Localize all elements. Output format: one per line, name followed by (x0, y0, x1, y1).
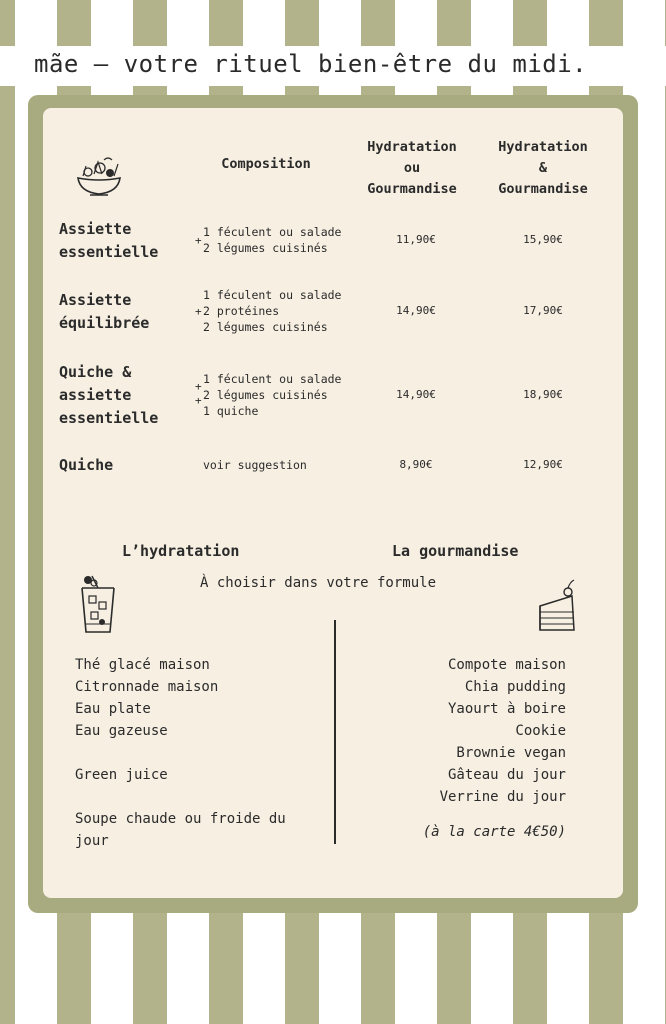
formula-subtitle: À choisir dans votre formule (200, 575, 437, 591)
price-2: 15,90€ (523, 233, 563, 246)
list-item: Eau plate (75, 701, 151, 717)
price-col2-header (484, 137, 602, 200)
list-item: jour (75, 833, 109, 849)
row-composition (203, 224, 341, 256)
row-composition (203, 457, 307, 473)
col1-line: ou (403, 160, 421, 176)
col1-line: Hydratation (367, 139, 457, 155)
composition-line: 1 féculent ou salade (203, 372, 342, 386)
list-item: Brownie vegan (456, 745, 566, 761)
price-1: 8,90€ (399, 458, 433, 471)
hydration-list (75, 654, 325, 852)
price-2: 17,90€ (523, 304, 563, 317)
headline-text: mãe — votre rituel bien-être du midi. (34, 50, 588, 78)
composition-header: Composition (221, 156, 311, 172)
gourmandise-title: La gourmandise (392, 542, 519, 560)
price-1: 11,90€ (396, 233, 436, 246)
row-name-line: Assiette (59, 220, 132, 238)
composition-line: 2 légumes cuisinés (203, 320, 328, 334)
row-name-line: Quiche (59, 456, 114, 474)
hydration-title: L’hydratation (122, 542, 240, 560)
cake-slice-icon (538, 578, 578, 634)
list-gap (75, 786, 325, 808)
composition-line: 1 féculent ou salade (203, 225, 342, 239)
list-gap (75, 742, 325, 764)
composition-line: 2 protéines (203, 304, 280, 318)
list-item: Green juice (75, 767, 168, 783)
headline-band (0, 46, 666, 86)
composition-line: 2 légumes cuisinés (203, 388, 328, 402)
list-item: Cookie (515, 723, 566, 739)
price-2: 12,90€ (523, 458, 563, 471)
price-1: 14,90€ (396, 388, 436, 401)
list-item: Thé glacé maison (75, 657, 210, 673)
col2-line: Hydratation (498, 139, 588, 155)
list-item: Citronnade maison (75, 679, 219, 695)
iced-drink-icon (78, 574, 118, 636)
composition-line: 1 féculent ou salade (203, 288, 342, 302)
plus-mark: + (195, 234, 202, 247)
column-divider (334, 620, 336, 844)
row-name-line: Quiche & (59, 363, 132, 381)
list-item: Soupe chaude ou froide du (75, 811, 286, 827)
price-1: 14,90€ (396, 304, 436, 317)
row-composition (203, 371, 341, 419)
composition-line: 1 quiche (203, 404, 259, 418)
row-name (59, 361, 158, 430)
list-item: Verrine du jour (439, 789, 566, 805)
list-item: Yaourt à boire (447, 701, 566, 717)
plus-mark: + (195, 380, 202, 393)
row-name (59, 454, 113, 477)
list-item: Chia pudding (464, 679, 566, 695)
col2-line: Gourmandise (498, 181, 588, 197)
price-col1-header (356, 137, 468, 200)
plus-mark: + (195, 305, 202, 318)
row-name-line: assiette (59, 386, 132, 404)
salad-bowl-icon (74, 154, 124, 200)
price-2: 18,90€ (523, 388, 563, 401)
composition-line: 2 légumes cuisinés (203, 241, 328, 255)
row-name (59, 218, 158, 264)
list-item: Eau gazeuse (75, 723, 168, 739)
row-composition (203, 287, 341, 335)
row-name (59, 289, 149, 335)
row-name-line: essentielle (59, 409, 159, 427)
plus-mark: + (195, 394, 202, 407)
a-la-carte-note: (à la carte 4€50) (422, 824, 566, 840)
col2-line: & (538, 160, 548, 176)
row-name-line: équilibrée (59, 314, 150, 332)
gourmandise-list (345, 654, 566, 808)
list-item: Compote maison (447, 657, 566, 673)
list-item: Gâteau du jour (447, 767, 566, 783)
col1-line: Gourmandise (367, 181, 457, 197)
row-name-line: essentielle (59, 243, 159, 261)
composition-line: voir suggestion (203, 458, 307, 472)
row-name-line: Assiette (59, 291, 132, 309)
